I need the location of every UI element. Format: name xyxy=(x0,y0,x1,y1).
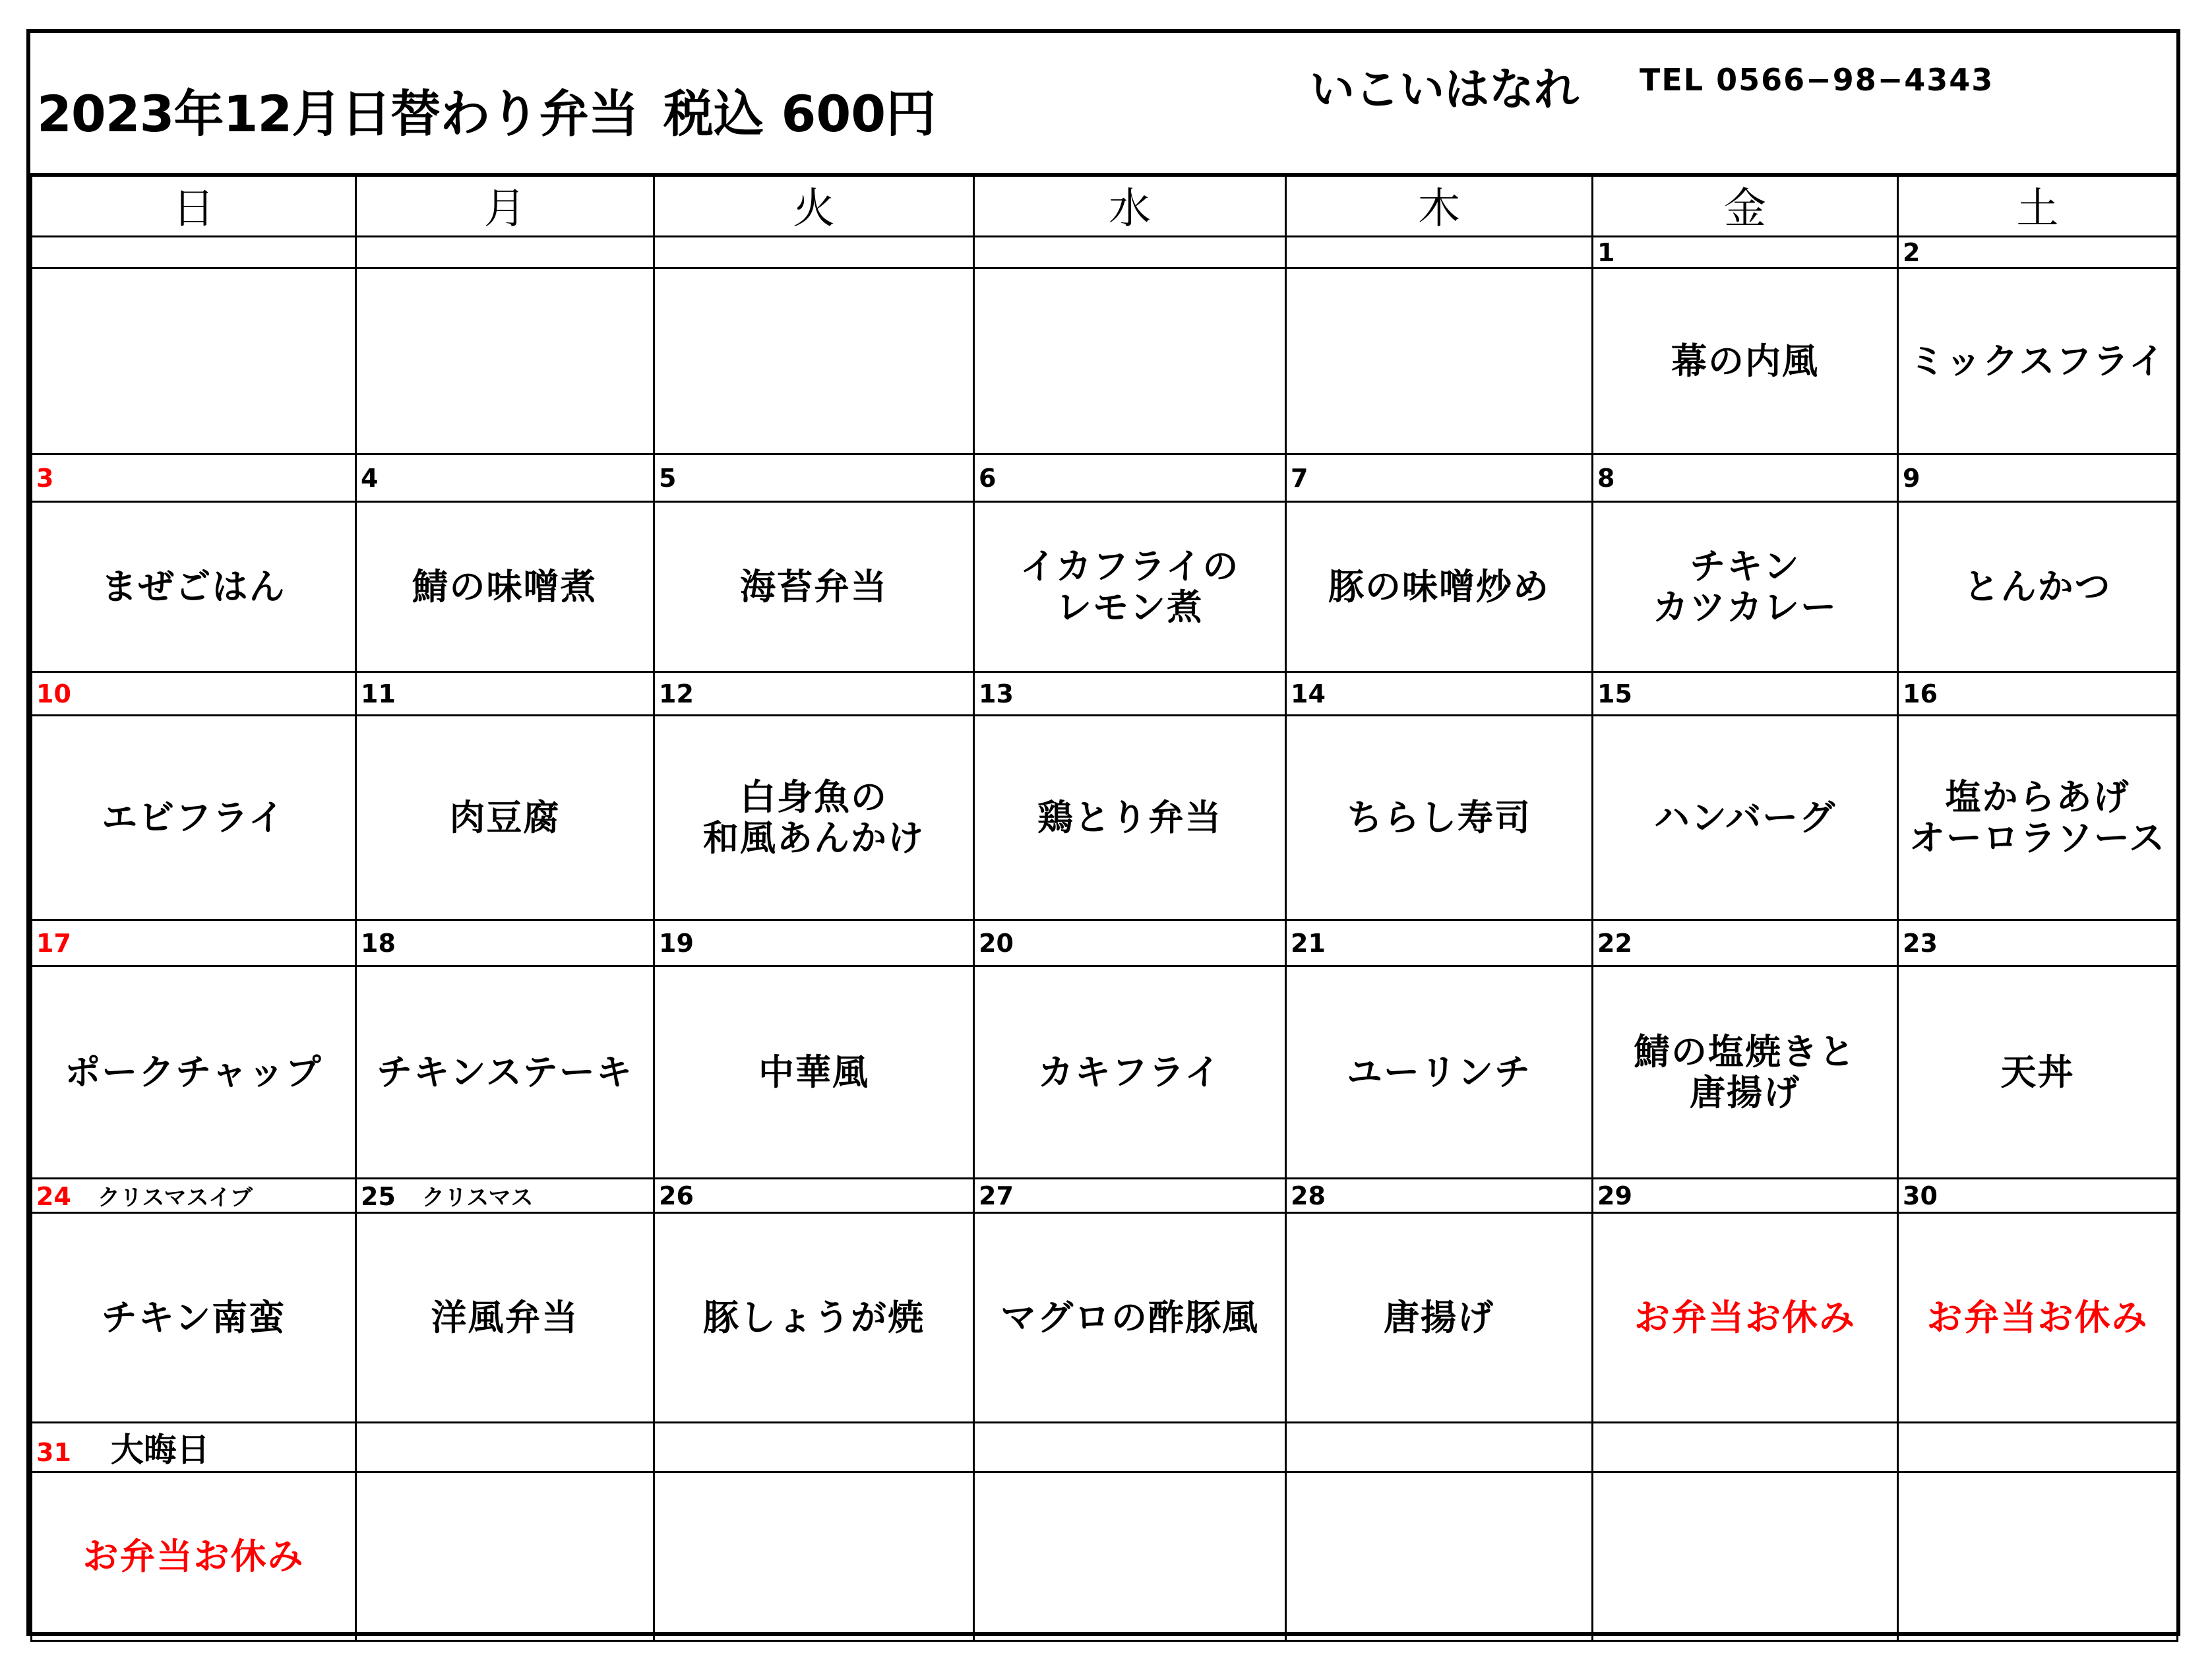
date-cell xyxy=(1286,1179,1593,1213)
meal-name: マグロの酢豚風 xyxy=(1000,1296,1259,1338)
meal-name: 豚しょうが焼 xyxy=(703,1296,925,1338)
meal-name: 白身魚の xyxy=(740,776,888,818)
date-cell xyxy=(654,1179,974,1213)
meal-name: カキフライ xyxy=(1037,1051,1222,1093)
meal-cell xyxy=(974,502,1286,672)
meal-name: 肉豆腐 xyxy=(449,796,561,838)
meal-name: 豚の味噌炒め xyxy=(1328,565,1550,608)
date-cell xyxy=(974,454,1286,502)
date-number: 21 xyxy=(1291,928,1326,958)
meal-name: カツカレー xyxy=(1653,586,1837,628)
meal-row xyxy=(32,1472,2178,1641)
meal-cell xyxy=(32,502,356,672)
date-number: 8 xyxy=(1597,463,1615,493)
date-cell xyxy=(1593,454,1898,502)
meal-cell xyxy=(1593,1213,1898,1423)
price-label: 税込 600円 xyxy=(663,84,937,143)
meal-cell xyxy=(654,502,974,672)
date-number: 9 xyxy=(1903,463,1920,493)
date-cell xyxy=(1593,237,1898,268)
date-cell xyxy=(1898,237,2178,268)
date-cell xyxy=(1898,454,2178,502)
date-cell xyxy=(1593,1423,1898,1472)
date-cell xyxy=(32,672,356,716)
meal-cell xyxy=(1286,966,1593,1179)
date-note: クリスマスイブ xyxy=(97,1185,253,1211)
date-number: 22 xyxy=(1597,928,1632,958)
date-cell xyxy=(356,237,654,268)
closed-label: お弁当お休み xyxy=(1926,1296,2149,1338)
meal-cell xyxy=(974,1472,1286,1641)
meal-name: 和風あんかけ xyxy=(703,817,925,859)
meal-cell xyxy=(32,1213,356,1423)
meal-row xyxy=(32,716,2178,920)
date-number: 4 xyxy=(361,463,379,493)
meal-cell xyxy=(1286,1472,1593,1641)
meal-row xyxy=(32,966,2178,1179)
date-cell xyxy=(1593,920,1898,966)
date-cell xyxy=(654,454,974,502)
date-cell xyxy=(1286,454,1593,502)
date-number: 2 xyxy=(1903,237,1920,267)
date-number: 16 xyxy=(1903,679,1938,708)
meal-cell xyxy=(1286,268,1593,454)
weekday-sun: 日 xyxy=(32,174,356,237)
meal-name: チキン xyxy=(1690,545,1800,587)
meal-cell xyxy=(654,716,974,920)
calendar-grid xyxy=(30,173,2178,1642)
meal-name: チキン南蛮 xyxy=(101,1296,286,1338)
date-cell xyxy=(356,672,654,716)
date-cell xyxy=(32,1423,356,1472)
date-number: 28 xyxy=(1291,1181,1326,1210)
date-cell xyxy=(356,1179,654,1213)
meal-cell xyxy=(1898,1472,2178,1641)
date-number: 15 xyxy=(1597,679,1632,708)
weekday-header-row xyxy=(32,174,2178,237)
meal-name: 幕の内風 xyxy=(1671,340,1819,382)
weekday-sat: 土 xyxy=(1898,174,2178,237)
date-number: 27 xyxy=(979,1181,1014,1210)
meal-name: 鶏とり弁当 xyxy=(1037,796,1222,838)
meal-cell xyxy=(32,966,356,1179)
meal-cell xyxy=(974,1213,1286,1423)
date-number: 24 xyxy=(36,1182,71,1211)
meal-cell xyxy=(1286,716,1593,920)
meal-cell xyxy=(1593,716,1898,920)
date-number-row xyxy=(32,1179,2178,1213)
page-title: 2023年12月日替わり弁当 xyxy=(37,84,638,143)
date-cell xyxy=(1898,672,2178,716)
date-number: 6 xyxy=(979,463,997,493)
meal-name: チキンステーキ xyxy=(377,1051,633,1093)
meal-name: レモン煮 xyxy=(1056,586,1204,628)
meal-name: 洋風弁当 xyxy=(431,1296,579,1338)
weekday-tue: 火 xyxy=(654,174,974,237)
meal-name: ポークチャップ xyxy=(65,1051,323,1093)
meal-cell xyxy=(1898,716,2178,920)
date-note: クリスマス xyxy=(421,1185,534,1211)
meal-row xyxy=(32,502,2178,672)
date-cell xyxy=(32,920,356,966)
meal-cell xyxy=(32,268,356,454)
date-cell xyxy=(32,1179,356,1213)
meal-name: とんかつ xyxy=(1963,565,2112,608)
meal-name: 天丼 xyxy=(2000,1051,2075,1093)
closed-label: お弁当お休み xyxy=(82,1535,305,1577)
date-cell xyxy=(974,672,1286,716)
date-number: 3 xyxy=(36,463,54,493)
meal-cell xyxy=(356,716,654,920)
meal-cell xyxy=(974,966,1286,1179)
date-cell xyxy=(356,920,654,966)
meal-name: 中華風 xyxy=(758,1051,869,1093)
meal-cell xyxy=(654,1213,974,1423)
date-number: 13 xyxy=(979,679,1014,708)
meal-cell xyxy=(356,1472,654,1641)
meal-cell xyxy=(1286,1213,1593,1423)
meal-name: エビフライ xyxy=(102,796,286,838)
meal-name: 唐揚げ xyxy=(1384,1296,1494,1338)
weekday-mon: 月 xyxy=(356,174,654,237)
weekday-thu: 木 xyxy=(1286,174,1593,237)
meal-cell xyxy=(356,502,654,672)
weekday-fri: 金 xyxy=(1593,174,1898,237)
phone-number: TEL 0566−98−4343 xyxy=(1640,62,1994,98)
meal-name: まぜごはん xyxy=(101,565,286,608)
date-number: 23 xyxy=(1903,928,1938,958)
date-number: 10 xyxy=(36,679,71,708)
closed-label: お弁当お休み xyxy=(1634,1296,1856,1338)
meal-cell xyxy=(1898,502,2178,672)
weekday-wed: 水 xyxy=(974,174,1286,237)
meal-cell xyxy=(1898,1213,2178,1423)
shop-name: いこいはなれ xyxy=(1310,64,1580,116)
meal-cell xyxy=(1593,966,1898,1179)
date-cell xyxy=(1898,1423,2178,1472)
date-number-row xyxy=(32,920,2178,966)
meal-name: 塩からあげ xyxy=(1945,776,2130,818)
date-number: 12 xyxy=(659,679,694,708)
date-number: 17 xyxy=(36,928,71,958)
date-cell xyxy=(654,1423,974,1472)
date-cell xyxy=(974,920,1286,966)
calendar-header xyxy=(30,33,2176,177)
date-number: 1 xyxy=(1597,237,1615,267)
meal-name: イカフライの xyxy=(1020,545,1240,587)
date-cell xyxy=(1593,672,1898,716)
date-number: 30 xyxy=(1903,1181,1938,1210)
date-number: 31 xyxy=(36,1438,71,1467)
date-number-row xyxy=(32,1423,2178,1472)
date-number-row xyxy=(32,237,2178,268)
date-cell xyxy=(974,1179,1286,1213)
date-cell xyxy=(1593,1179,1898,1213)
meal-name: ユーリンチ xyxy=(1347,1051,1531,1093)
date-number: 14 xyxy=(1291,679,1326,708)
meal-name: 鯖の塩焼きと xyxy=(1634,1030,1856,1073)
meal-cell xyxy=(356,1213,654,1423)
date-number-row xyxy=(32,454,2178,502)
date-number-row xyxy=(32,672,2178,716)
date-cell xyxy=(1286,672,1593,716)
date-cell xyxy=(974,237,1286,268)
date-cell xyxy=(654,920,974,966)
meal-row xyxy=(32,1213,2178,1423)
date-number: 11 xyxy=(361,679,396,708)
date-cell xyxy=(654,672,974,716)
meal-name: オーロラソース xyxy=(1909,817,2166,859)
meal-cell xyxy=(32,716,356,920)
date-cell xyxy=(32,454,356,502)
meal-cell xyxy=(32,1472,356,1641)
date-number: 19 xyxy=(659,928,694,958)
meal-name: 鯖の味噌煮 xyxy=(412,565,598,608)
meal-cell xyxy=(654,268,974,454)
meal-name: ハンバーグ xyxy=(1653,796,1837,838)
meal-cell xyxy=(1286,502,1593,672)
date-cell xyxy=(32,237,356,268)
meal-cell xyxy=(1593,268,1898,454)
meal-cell xyxy=(356,966,654,1179)
date-number: 26 xyxy=(659,1181,694,1210)
meal-cell xyxy=(974,268,1286,454)
date-number: 29 xyxy=(1597,1181,1632,1210)
date-cell xyxy=(356,454,654,502)
meal-cell xyxy=(654,966,974,1179)
meal-row xyxy=(32,268,2178,454)
date-cell xyxy=(1286,1423,1593,1472)
date-number: 20 xyxy=(979,928,1014,958)
date-cell xyxy=(356,1423,654,1472)
date-cell xyxy=(1898,920,2178,966)
date-number: 25 xyxy=(361,1182,396,1211)
meal-cell xyxy=(1593,1472,1898,1641)
date-number: 5 xyxy=(659,463,677,493)
date-cell xyxy=(1286,237,1593,268)
date-cell xyxy=(654,237,974,268)
meal-cell xyxy=(356,268,654,454)
meal-cell xyxy=(1593,502,1898,672)
date-number: 7 xyxy=(1291,463,1308,493)
meal-cell xyxy=(654,1472,974,1641)
date-note: 大晦日 xyxy=(110,1431,210,1469)
meal-cell xyxy=(974,716,1286,920)
menu-calendar-sheet xyxy=(26,29,2180,1636)
meal-cell xyxy=(1898,966,2178,1179)
meal-name: 唐揚げ xyxy=(1690,1071,1800,1113)
meal-name: ミックスフライ xyxy=(1909,340,2166,382)
meal-name: ちらし寿司 xyxy=(1347,796,1531,838)
date-cell xyxy=(974,1423,1286,1472)
date-cell xyxy=(1898,1179,2178,1213)
meal-cell xyxy=(1898,268,2178,454)
date-cell xyxy=(1286,920,1593,966)
date-number: 18 xyxy=(361,928,396,958)
meal-name: 海苔弁当 xyxy=(740,565,888,608)
